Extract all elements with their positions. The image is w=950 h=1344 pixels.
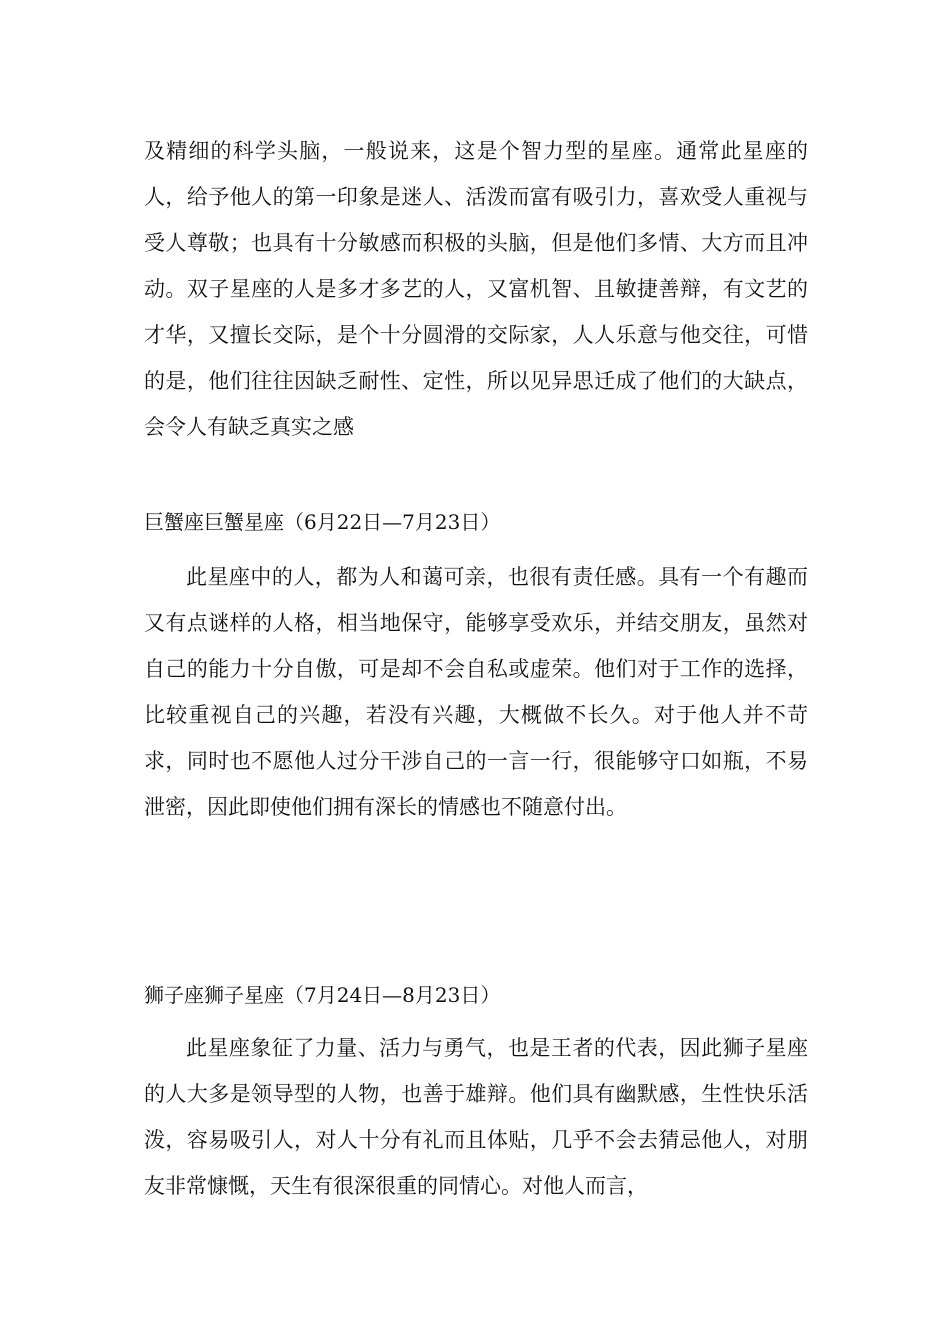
leo-description-paragraph: 此星座象征了力量、活力与勇气，也是王者的代表，因此狮子星座的人大多是领导型的人物，也善于雄辩。他们具有幽默感，生性快乐活泼，容易吸引人，对人十分有礼而且体贴，几乎不会去猜忌他人，对朋友非常慷慨，天生有很深很重的同情心。对他人而言，: [144, 1036, 808, 1198]
cancer-description-paragraph: 此星座中的人，都为人和蔼可亲，也很有责任感。具有一个有趣而又有点谜样的人格，相当地保守，能够享受欢乐，并结交朋友，虽然对自己的能力十分自傲，可是却不会自私或虚荣。他们对于工作的选择，比较重视自己的兴趣，若没有兴趣，大概做不长久。对于他人并不苛求，同时也不愿他人过分干涉自己的一言一行，很能够守口如瓶，不易泄密，因此即使他们拥有深长的情感也不随意付出。: [144, 565, 808, 819]
cancer-section-heading: 巨蟹座巨蟹星座（6月22日—7月23日）: [144, 510, 501, 534]
leo-section-heading: 狮子座狮子星座（7月24日—8月23日）: [144, 983, 501, 1007]
gemini-description-paragraph: 及精细的科学头脑，一般说来，这是个智力型的星座。通常此星座的人，给予他人的第一印象是迷人、活泼而富有吸引力，喜欢受人重视与受人尊敬；也具有十分敏感而积极的头脑，但是他们多情、大方而且冲动。双子星座的人是多才多艺的人，又富机智、且敏捷善辩，有文艺的才华，又擅长交际，是个十分圆滑的交际家，人人乐意与他交往，可惜的是，他们往往因缺乏耐性、定性，所以见异思迁成了他们的大缺点，会令人有缺乏真实之感: [144, 139, 808, 439]
